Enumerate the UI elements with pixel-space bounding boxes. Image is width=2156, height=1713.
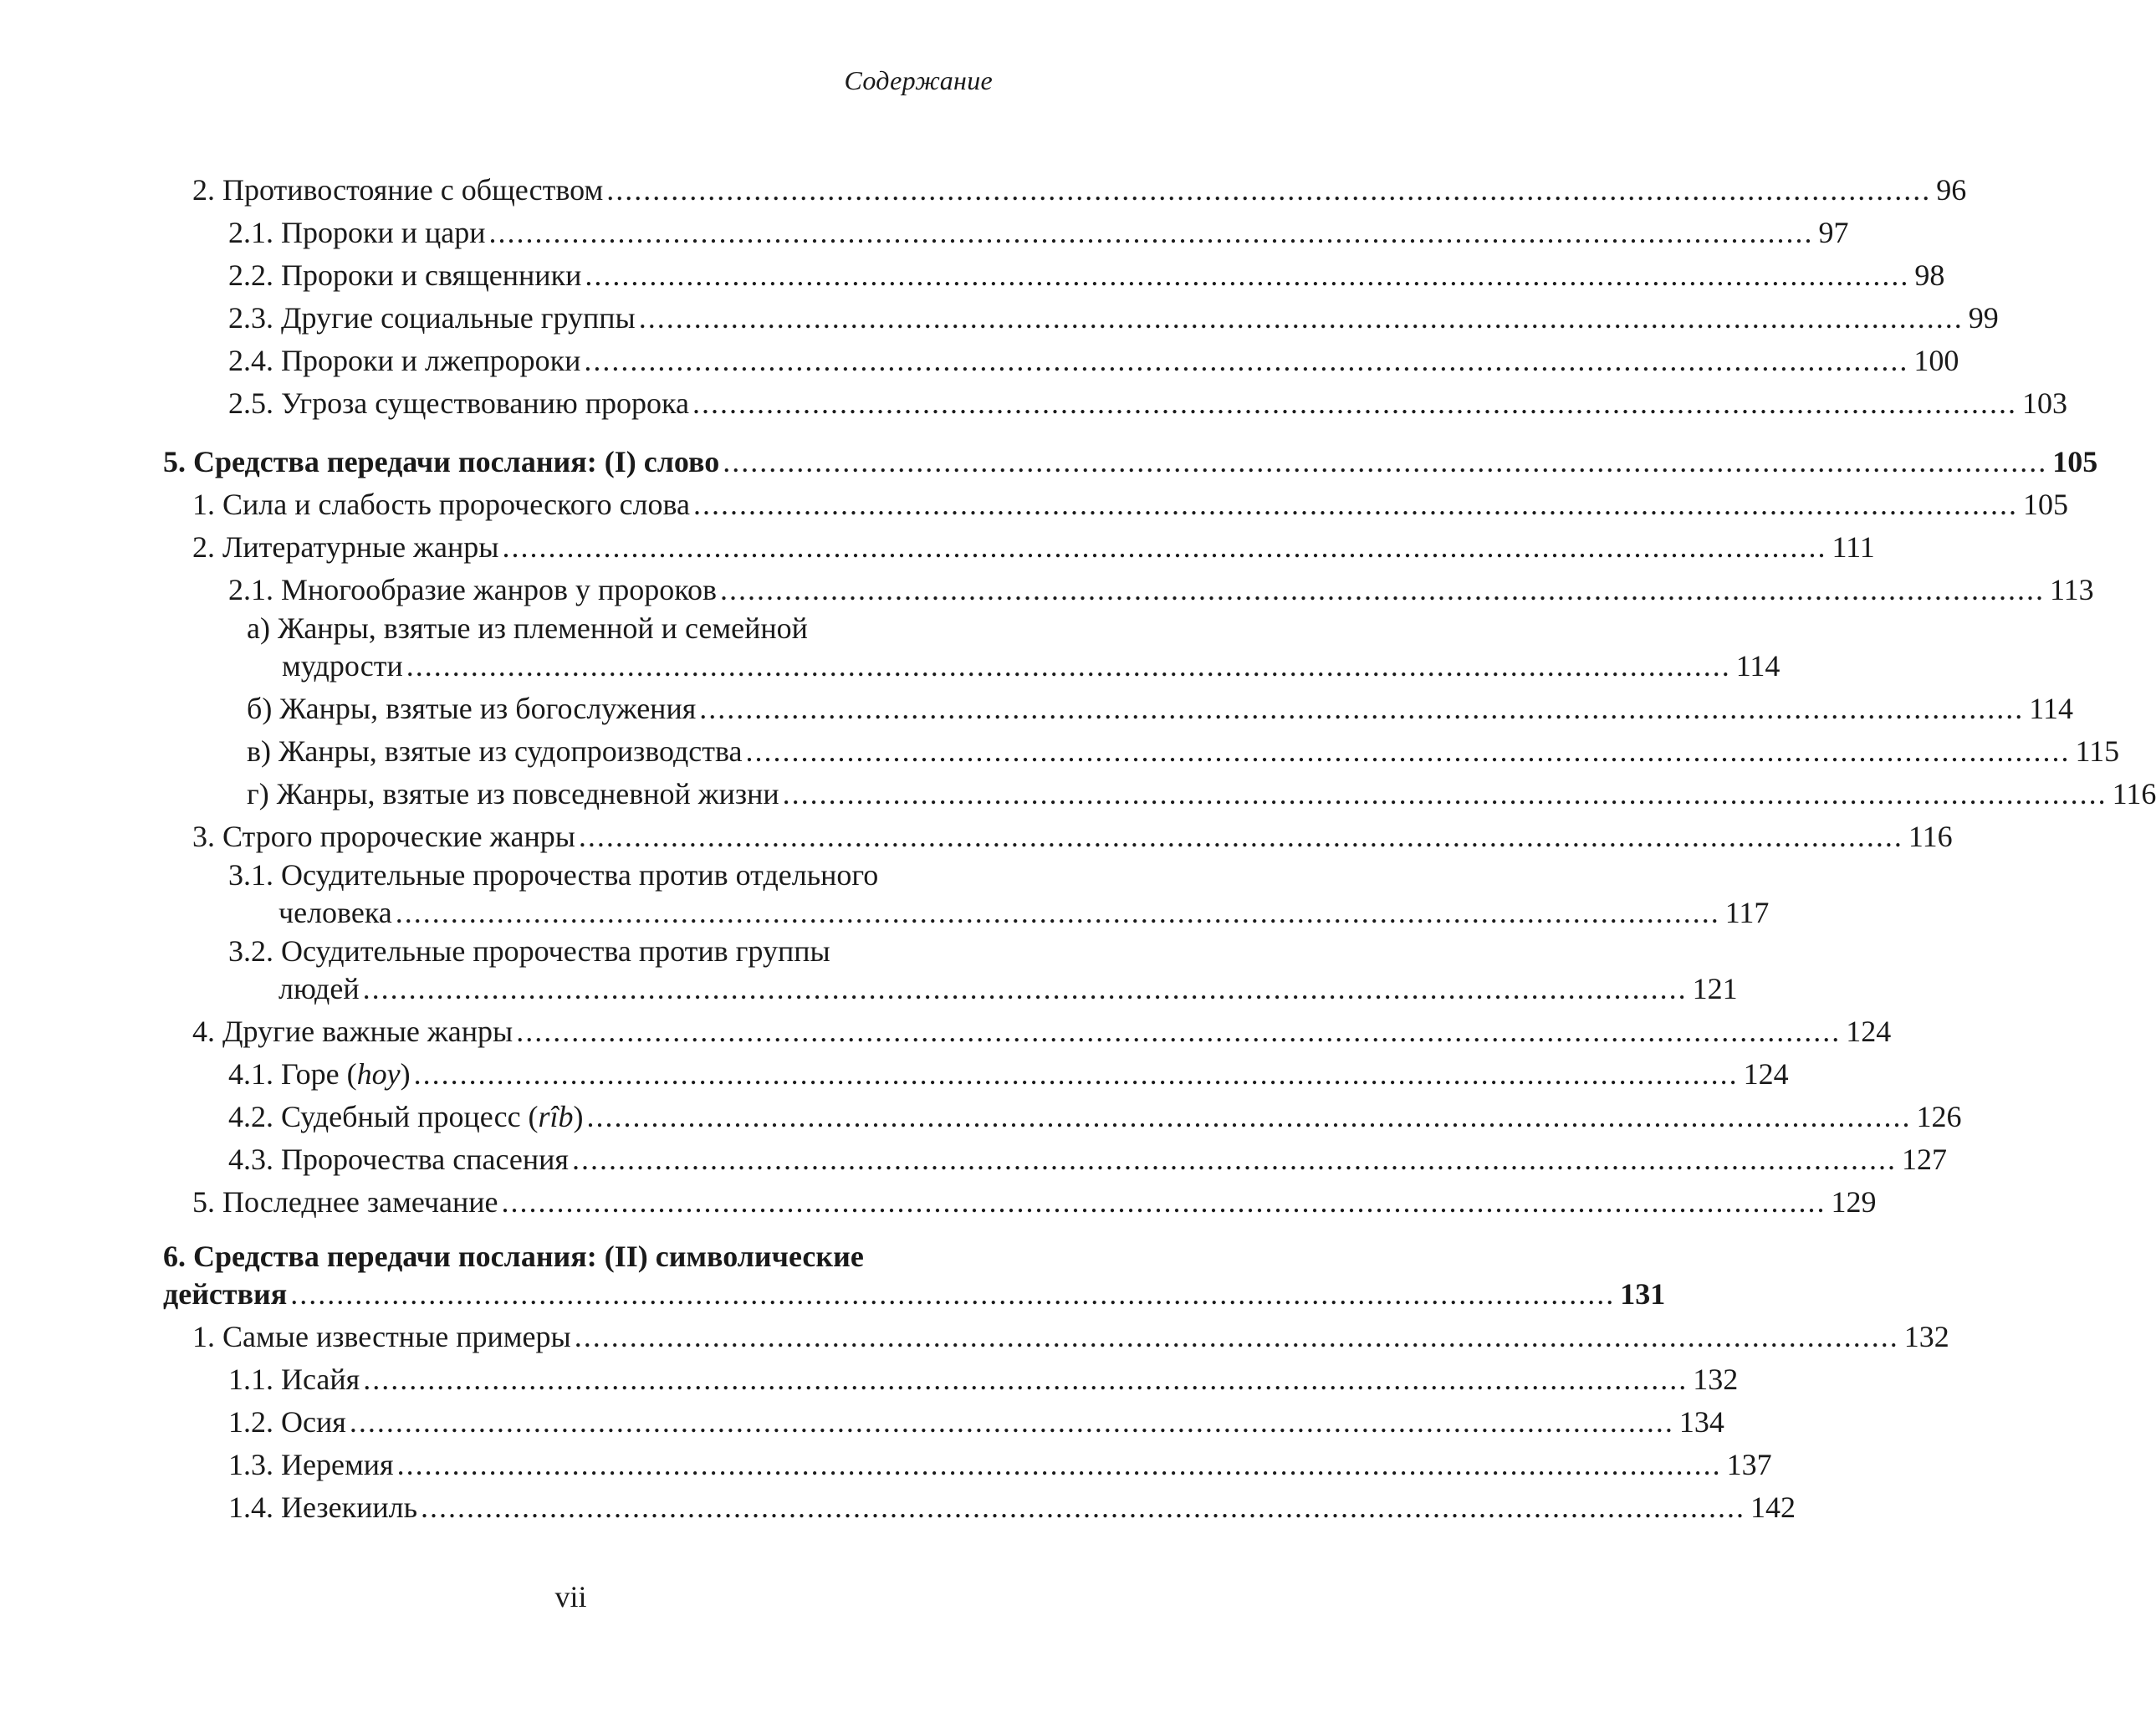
toc-entry[interactable] <box>163 1181 1877 1224</box>
toc-entry-title: 1.2. Осия <box>228 1405 346 1439</box>
toc-entry-title-continuation: мудрости <box>282 649 403 683</box>
toc-entry-title: 4.3. Пророчества спасения <box>228 1143 569 1176</box>
dot-leader: ................................................................................................................................................ <box>363 1363 1689 1396</box>
toc-entry[interactable] <box>163 1240 1666 1316</box>
toc-entry[interactable] <box>163 773 2156 816</box>
toc-entry[interactable] <box>163 611 1780 688</box>
dot-leader: ................................................................................................................................................ <box>693 488 2019 521</box>
toc-entry-title-continuation: действия <box>163 1277 288 1311</box>
dot-leader: ................................................................................................................................................ <box>606 173 1932 207</box>
toc-entry-title: 4.1. Горе (hoy) <box>228 1057 411 1091</box>
toc-entry[interactable] <box>163 169 1967 212</box>
toc-entry[interactable] <box>163 816 1953 858</box>
toc-entry[interactable] <box>163 1053 1789 1096</box>
toc-entry-title: 2.5. Угроза существованию пророка <box>228 386 689 420</box>
toc-entry-title: 2.4. Пророки и лжепророки <box>228 344 581 377</box>
toc-entry-title: 1. Сила и слабость пророческого слова <box>192 488 691 521</box>
toc-entry-page: 129 <box>1831 1185 1877 1219</box>
toc-entry[interactable] <box>163 1358 1739 1401</box>
toc-entry[interactable] <box>163 526 1875 569</box>
toc-entry-page: 117 <box>1724 896 1770 929</box>
toc-entry[interactable] <box>163 1401 1724 1444</box>
toc-entry[interactable] <box>163 441 2098 483</box>
dot-leader: ................................................................................................................................................ <box>362 972 1688 1005</box>
dot-leader: ................................................................................................................................................ <box>584 344 1909 377</box>
dot-leader: ................................................................................................................................................ <box>571 1143 1897 1176</box>
toc-entry[interactable] <box>163 382 2067 425</box>
toc-entry[interactable] <box>163 730 2120 773</box>
toc-entry-title: 2. Литературные жанры <box>192 530 499 564</box>
toc-entry-title: 5. Последнее замечание <box>192 1185 498 1219</box>
toc-entry-page: 105 <box>2052 445 2098 478</box>
toc-entry[interactable] <box>163 1486 1796 1529</box>
toc-entry-title: г) Жанры, взятые из повседневной жизни <box>247 777 779 810</box>
toc-entry-page: 114 <box>2029 692 2073 725</box>
toc-entry-title: 2.1. Многообразие жанров у пророков <box>228 573 717 606</box>
toc-entry-title: 1.3. Иеремия <box>228 1448 394 1481</box>
toc-entry-page: 124 <box>1743 1057 1789 1091</box>
toc-entry-title: 2.2. Пророки и священники <box>228 258 582 292</box>
dot-leader: ................................................................................................................................................ <box>396 1448 1722 1481</box>
dot-leader: ................................................................................................................................................ <box>406 649 1731 683</box>
toc-entry-page: 124 <box>1846 1015 1892 1048</box>
toc-entry-title-continuation: людей <box>278 972 360 1005</box>
toc-entry-title: 4. Другие важные жанры <box>192 1015 513 1048</box>
toc-entry[interactable] <box>163 340 1959 382</box>
toc-entry-page: 96 <box>1936 173 1967 207</box>
dot-leader: ................................................................................................................................................ <box>574 1320 1899 1353</box>
toc-entry-title: 2.3. Другие социальные группы <box>228 301 636 335</box>
toc-entry-title: 1. Самые известные примеры <box>192 1320 571 1353</box>
toc-entry-title: 5. Средства передачи послания: (I) слово <box>163 445 720 478</box>
dot-leader: ................................................................................................................................................ <box>719 573 2045 606</box>
toc-entry-title: 3. Строго пророческие жанры <box>192 820 575 853</box>
toc-entry-title-continuation: человека <box>278 896 392 929</box>
dot-leader: ................................................................................................................................................ <box>395 896 1720 929</box>
transliterated-term: hoy <box>356 1057 401 1091</box>
page-number: vii <box>554 1580 587 1613</box>
toc-entry-page: 98 <box>1914 258 1945 292</box>
toc-entry-page: 126 <box>1916 1100 1962 1133</box>
dot-leader: ................................................................................................................................................ <box>501 1185 1826 1219</box>
toc-entry-page: 121 <box>1692 972 1738 1005</box>
toc-entry-title: 4.2. Судебный процесс (rîb) <box>228 1100 584 1133</box>
toc-entry[interactable] <box>163 1138 1947 1181</box>
toc-entry[interactable] <box>163 934 1738 1010</box>
transliterated-term: rîb <box>538 1100 574 1133</box>
toc-entry-page: 137 <box>1726 1448 1772 1481</box>
toc-entry-page: 132 <box>1903 1320 1949 1353</box>
toc-entry[interactable] <box>163 688 2073 730</box>
toc-entry-page: 100 <box>1913 344 1959 377</box>
toc-entry[interactable] <box>163 569 2094 611</box>
toc-entry-title: 3.1. Осудительные пророчества против отдельного <box>228 858 879 892</box>
dot-leader: ................................................................................................................................................ <box>723 445 2048 478</box>
toc-entry[interactable] <box>163 1010 1892 1053</box>
toc-entry-page: 97 <box>1818 216 1849 249</box>
table-of-contents <box>163 169 2156 1529</box>
toc-entry-page: 113 <box>2049 573 2094 606</box>
dot-leader: ................................................................................................................................................ <box>488 216 1814 249</box>
toc-entry-page: 127 <box>1901 1143 1947 1176</box>
toc-entry-page: 142 <box>1750 1491 1796 1524</box>
toc-entry-page: 114 <box>1735 649 1780 683</box>
dot-leader: ................................................................................................................................................ <box>421 1491 1746 1524</box>
toc-entry-page: 134 <box>1678 1405 1724 1439</box>
toc-entry[interactable] <box>163 1316 1949 1358</box>
dot-leader: ................................................................................................................................................ <box>699 692 2025 725</box>
toc-entry-page: 99 <box>1968 301 1999 335</box>
toc-entry[interactable] <box>163 1096 1962 1138</box>
toc-entry[interactable] <box>163 858 1770 934</box>
running-head: Содержание <box>844 65 993 95</box>
dot-leader: ................................................................................................................................................ <box>290 1277 1616 1311</box>
toc-entry-title: а) Жанры, взятые из племенной и семейной <box>247 611 808 645</box>
toc-entry-title: 2.1. Пророки и цари <box>228 216 486 249</box>
dot-leader: ................................................................................................................................................ <box>745 734 2071 768</box>
toc-entry-page: 132 <box>1693 1363 1739 1396</box>
toc-entry-page: 131 <box>1620 1277 1666 1311</box>
dot-leader: ................................................................................................................................................ <box>516 1015 1842 1048</box>
toc-entry-title: 6. Средства передачи послания: (II) символические <box>163 1240 864 1273</box>
toc-entry-page: 116 <box>1908 820 1953 853</box>
toc-entry-page: 116 <box>2112 777 2156 810</box>
dot-leader: ................................................................................................................................................ <box>502 530 1827 564</box>
toc-entry-title: б) Жанры, взятые из богослужения <box>247 692 697 725</box>
toc-entry-page: 111 <box>1832 530 1875 564</box>
dot-leader: ................................................................................................................................................ <box>692 386 2017 420</box>
toc-entry-title: 1.4. Иезекииль <box>228 1491 418 1524</box>
toc-entry[interactable] <box>163 1444 1772 1486</box>
toc-entry-title: в) Жанры, взятые из судопроизводства <box>247 734 743 768</box>
dot-leader: ................................................................................................................................................ <box>782 777 2107 810</box>
toc-entry-page: 103 <box>2021 386 2067 420</box>
dot-leader: ................................................................................................................................................ <box>586 1100 1912 1133</box>
dot-leader: ................................................................................................................................................ <box>638 301 1964 335</box>
toc-entry[interactable] <box>163 297 1999 340</box>
toc-entry-page: 105 <box>2023 488 2069 521</box>
dot-leader: ................................................................................................................................................ <box>578 820 1903 853</box>
toc-entry[interactable] <box>163 483 2069 526</box>
dot-leader: ................................................................................................................................................ <box>413 1057 1739 1091</box>
toc-entry-title: 3.2. Осудительные пророчества против группы <box>228 934 830 968</box>
toc-entry-page: 115 <box>2075 734 2120 768</box>
toc-entry[interactable] <box>163 212 1849 254</box>
toc-entry-title: 2. Противостояние с обществом <box>192 173 604 207</box>
toc-entry[interactable] <box>163 254 1945 297</box>
dot-leader: ................................................................................................................................................ <box>349 1405 1674 1439</box>
dot-leader: ................................................................................................................................................ <box>585 258 1910 292</box>
toc-entry-title: 1.1. Исайя <box>228 1363 360 1396</box>
